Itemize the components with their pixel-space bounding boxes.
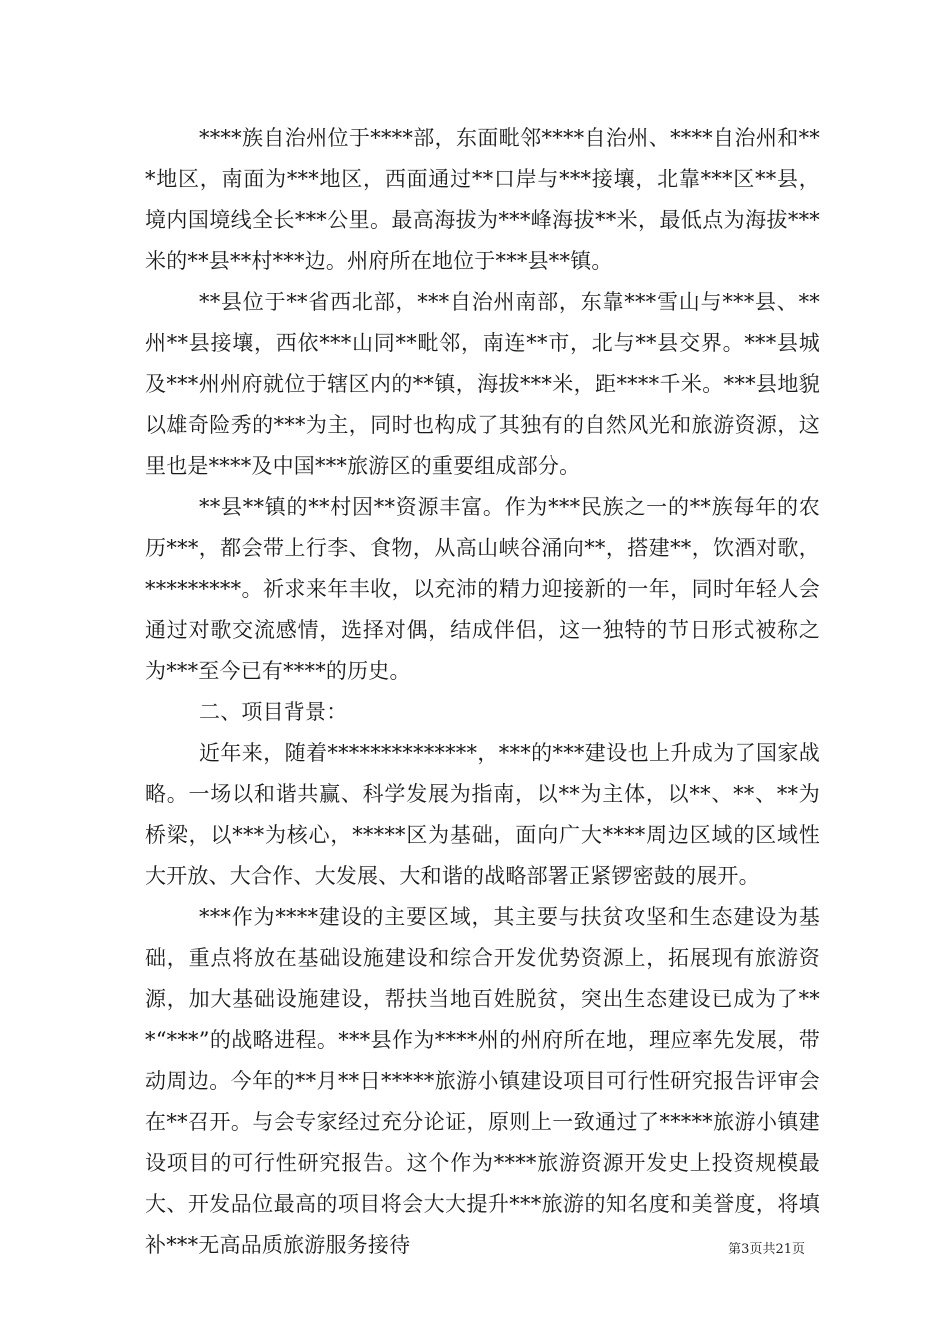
section-heading-project-background: 二、项目背景： bbox=[199, 700, 348, 724]
page-number: 第3页共21页 bbox=[728, 1242, 805, 1257]
page-footer bbox=[0, 1242, 950, 1258]
paragraph-recent-years: 近年来，随着**************，***的***建设也上升成为了国家战略。一场以和谐共赢、科学发展为指南，以**为主体，以**、**、**为桥梁，以***为核心，*****区为基础，面向广大****周边区域的区域性大开放、大合作、大发展、大和谐的战略部署正紧锣密鼓的展开。 bbox=[145, 741, 820, 888]
paragraph-construction-area: ***作为****建设的主要区域，其主要与扶贫攻坚和生态建设为基础，重点将放在基础设施建设和综合开发优势资源上，拓展现有旅游资源，加大基础设施建设，帮扶当地百姓脱贫，突出生态建设已成为了***“***”的战略进程。***县作为****州的州府所在地，理应率先发展，带动周边。今年的**月**日*****旅游小镇建设项目可行性研究报告评审会在**召开。与会专家经过充分论证，原则上一致通过了*****旅游小镇建设项目的可行性研究报告。这个作为****旅游资源开发史上投资规模最大、开发品位最高的项目将会大大提升***旅游的知名度和美誉度，将填补***无高品质旅游服务接待 bbox=[145, 905, 820, 1257]
paragraph-county-location: **县位于**省西北部，***自治州南部，东靠***雪山与***县、**州**县接壤，西依***山同**毗邻，南连**市，北与**县交界。***县城及***州州府就位于辖区内的**镇，海拔***米，距****千米。***县地貌以雄奇险秀的***为主，同时也构成了其独有的自然风光和旅游资源，这里也是****及中国***旅游区的重要组成部分。 bbox=[145, 290, 820, 478]
paragraph-prefecture-location: ****族自治州位于****部，东面毗邻****自治州、****自治州和***地区，南面为***地区，西面通过**口岸与***接壤，北靠***区**县，境内国境线全长***公里。最高海拔为***峰海拔**米，最低点为海拔***米的**县**村***边。州府所在地位于***县**镇。 bbox=[145, 126, 820, 273]
body-text bbox=[145, 118, 820, 1266]
paragraph-village-festival: **县**镇的**村因**资源丰富。作为***民族之一的**族每年的农历***，都会带上行李、食物，从高山峡谷涌向**，搭建**，饮酒对歌，*********。祈求来年丰收，以充沛的精力迎接新的一年，同时年轻人会通过对歌交流感情，选择对偶，结成伴侣，这一独特的节日形式被称之为***至今已有****的历史。 bbox=[145, 495, 820, 683]
